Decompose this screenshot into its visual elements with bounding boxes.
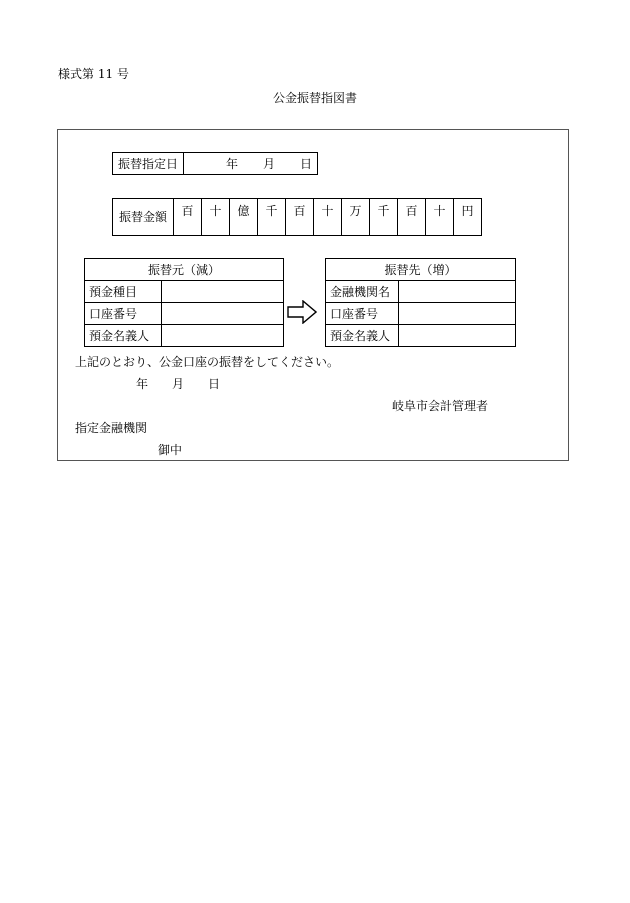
amount-digit-cell[interactable]: 百 [286, 199, 314, 236]
page-title: 公金振替指図書 [273, 91, 358, 105]
amount-digit-cell[interactable]: 千 [258, 199, 286, 236]
arrow-right-icon [287, 300, 317, 324]
amount-digit-cell[interactable]: 十 [202, 199, 230, 236]
amount-digit-cell[interactable]: 百 [174, 199, 202, 236]
sign-date-day: 日 [208, 377, 221, 391]
amount-digit-cell[interactable]: 万 [342, 199, 370, 236]
transfer-date-month: 月 [263, 157, 276, 171]
destination-field-label: 口座番号 [326, 303, 399, 325]
amount-digit-cell[interactable]: 円 [454, 199, 482, 236]
amount-digit-cell[interactable]: 十 [314, 199, 342, 236]
transfer-amount-table [112, 198, 482, 236]
source-account-table [84, 258, 284, 347]
destination-field-label: 金融機関名 [326, 281, 399, 303]
transfer-date-day: 日 [300, 157, 313, 171]
amount-digit-cell[interactable]: 億 [230, 199, 258, 236]
transfer-amount-label: 振替金額 [113, 199, 174, 236]
source-account-type-input[interactable] [162, 281, 284, 303]
form-number: 様式第 11 号 [58, 67, 129, 81]
amount-digit-cell[interactable]: 千 [370, 199, 398, 236]
destination-account-table [325, 258, 516, 347]
sign-date-year: 年 [136, 377, 149, 391]
instruction-text: 上記のとおり、公金口座の振替をしてください。 [75, 355, 340, 369]
source-field-label: 預金種目 [85, 281, 162, 303]
transfer-date-table [112, 152, 318, 175]
source-field-label: 預金名義人 [85, 325, 162, 347]
destination-account-number-input[interactable] [399, 303, 516, 325]
amount-digit-cell[interactable]: 十 [426, 199, 454, 236]
sign-date-month: 月 [172, 377, 185, 391]
transfer-date-label: 振替指定日 [113, 153, 184, 175]
source-account-number-input[interactable] [162, 303, 284, 325]
issuer-name: 岐阜市会計管理者 [392, 399, 489, 413]
transfer-date-field[interactable] [184, 153, 318, 175]
amount-digit-cell[interactable]: 百 [398, 199, 426, 236]
source-account-holder-input[interactable] [162, 325, 284, 347]
transfer-date-year: 年 [226, 157, 239, 171]
source-field-label: 口座番号 [85, 303, 162, 325]
source-header: 振替元（減） [85, 259, 284, 281]
bank-label: 指定金融機関 [75, 421, 148, 435]
honorific: 御中 [158, 443, 183, 457]
destination-field-label: 預金名義人 [326, 325, 399, 347]
destination-account-holder-input[interactable] [399, 325, 516, 347]
destination-bank-name-input[interactable] [399, 281, 516, 303]
destination-header: 振替先（増） [326, 259, 516, 281]
